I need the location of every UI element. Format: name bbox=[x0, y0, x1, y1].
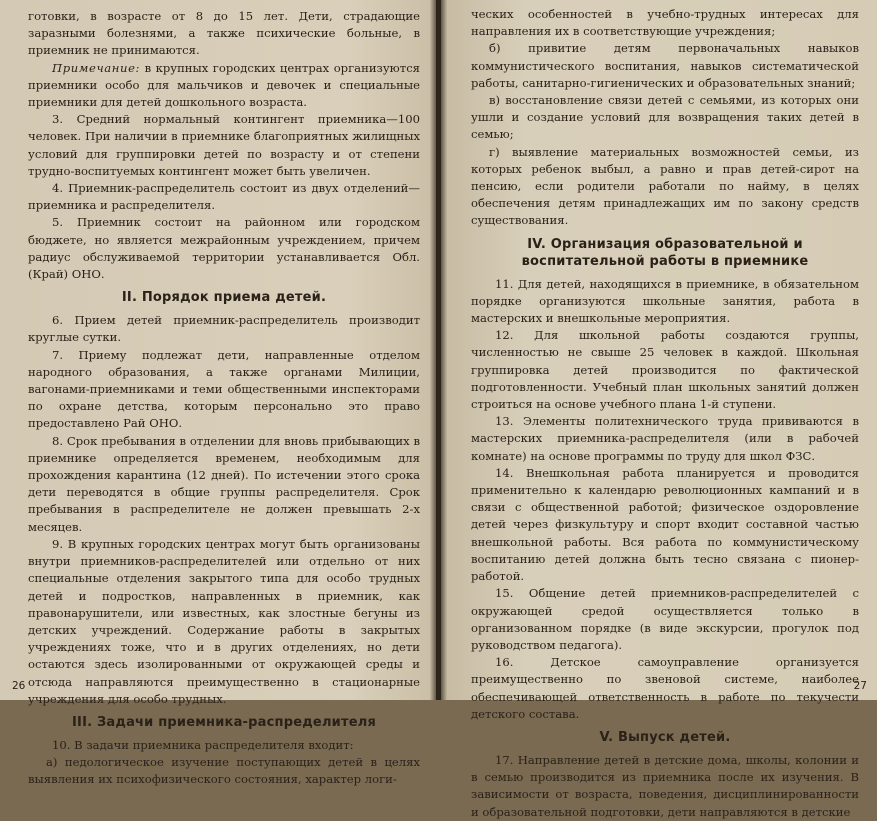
paragraph: 7. Приему подлежат дети, направленные отделом народного образования, а также органами Милиции, вагонами-приемниками и теми общественными инспекторами по охране детства, которым персонально это право предоставлено Рай ОНО. bbox=[28, 347, 420, 431]
paragraph: 3. Средний нормальный контингент приемника—100 человек. При наличии в приемнике благоприятных жилищных условий для группировки детей по возрасту и от степени трудно-воспитуемых контингент может быть увеличен. bbox=[28, 112, 420, 178]
paragraph: 5. Приемник состоит на районном или городском бюджете, но является межрайонным учреждением, причем радиус обслуживаемой территории устанавливается Обл. (Край) ОНО. bbox=[28, 215, 420, 282]
section-heading: III. Задачи приемника-распределителя bbox=[72, 714, 376, 730]
paragraph: г) выявление материальных возможностей семьи, из которых ребенок выбыл, а равно и прав детей-сирот на пенсию, если родители работали по найму, в целях обеспечения детям принадлежащих им по закону средств существования. bbox=[471, 144, 859, 228]
paragraph: 15. Общение детей приемников-распределителей с окружающей средой осуществляется только в организованном порядке (в виде экскурсии, прогулок под руководством педагога). bbox=[471, 586, 859, 652]
section-heading: V. Выпуск детей. bbox=[599, 729, 731, 745]
note-text: в крупных городских центрах организуются приемники особо для мальчиков и девочек и специальные приемники для детей дошкольного возраста. bbox=[28, 60, 421, 110]
paragraph: 12. Для школьной работы создаются группы, численностью не свыше 25 человек в каждой. Школьная группировка детей производится по фактической подготовленности. Учебный план школьных занятий должен строиться на основе учебного плана 1-й ступени. bbox=[471, 328, 859, 412]
paragraph: 10. В задачи приемника распределителя входит: bbox=[52, 737, 354, 752]
paragraph: 9. В крупных городских центрах могут быть организованы внутри приемников-распределителей или отдельно от них специальные отделения закрытого типа для особо трудных детей и подростков, направленных в приемник, как правонарушители, или известных, как злостные бегуны из детских учреждений. Содержание работы в закрытых учреждениях тоже, что и в других отделениях, но дети остаются здесь изолированными от окружающей среды и отсюда направляются преимущественно в стационарные учреждения для особо трудных. bbox=[28, 536, 420, 706]
paragraph: а) педологическое изучение поступающих детей в целях выявления их психофизического состояния, характер логи- bbox=[28, 755, 420, 787]
paragraph: 14. Внешкольная работа планируется и проводится применительно к календарю революционных кампаний и в связи с общественной работой; физическое оздоровление детей через физкультуру и спорт входит составной частью внешкольной работы. Вся работа по коммунистическому воспитанию детей должна быть тесно связана с пионер-работой. bbox=[471, 465, 859, 584]
note-label: Примечание: bbox=[52, 60, 141, 75]
paragraph: 16. Детское самоуправление организуется преимущественно по звеновой системе, наиболее обеспечивающей ответственность в работе по текучести детского состава. bbox=[471, 655, 859, 721]
section-heading: II. Порядок приема детей. bbox=[121, 290, 327, 306]
left-page bbox=[0, 0, 436, 787]
paragraph: в) восстановление связи детей с семьями, из которых они ушли и создание условий для возвращения таких детей в семью; bbox=[471, 93, 859, 142]
page-number: 26 bbox=[12, 680, 26, 692]
paragraph: 11. Для детей, находящихся в приемнике, в обязательном порядке организуются школьные занятия, работа в мастерских и внешкольные мероприятия. bbox=[471, 276, 859, 326]
paragraph: б) привитие детям первоначальных навыков коммунистического воспитания, навыков систематической работы, санитарно-гигиенических и образовательных знаний; bbox=[471, 41, 859, 90]
section-heading: IV. Организация образовательной и воспитательной работы в приемнике bbox=[521, 236, 809, 269]
paragraph: 13. Элементы политехнического труда прививаются в мастерских приемника-распределителя (или в рабочей комнате) на основе программы по труду для школ ФЗС. bbox=[471, 414, 859, 463]
page-number: 27 bbox=[853, 680, 867, 692]
note-paragraph bbox=[28, 60, 420, 112]
paragraph: 8. Срок пребывания в отделении для вновь прибывающих в приемнике определяется временем, необходимым для прохождения карантина (12 дней). По истечении этого срока дети переводятся в общие группы распределителя. Срок пребывания в распределителе не должен превышать 2-х месяцев. bbox=[28, 433, 420, 534]
paragraph: 6. Прием детей приемник-распределитель производит круглые сутки. bbox=[28, 313, 420, 345]
paragraph: 4. Приемник-распределитель состоит из двух отделений—приемника и распределителя. bbox=[28, 181, 420, 213]
right-page bbox=[441, 0, 877, 819]
paragraph: 17. Направление детей в детские дома, школы, колонии и в семью производится из приемника после их изучения. В зависимости от возраста, поведения, дисциплинированности и образовательной подготовки, дети направляются в детские bbox=[471, 752, 859, 819]
paragraph: готовки, в возрасте от 8 до 15 лет. Дети, страдающие заразными болезнями, а также психические больные, в приемник не принимаются. bbox=[28, 9, 420, 58]
paragraph: ческих особенностей в учебно-трудных интересах для направления их в соответствующие учреждения; bbox=[471, 7, 859, 39]
